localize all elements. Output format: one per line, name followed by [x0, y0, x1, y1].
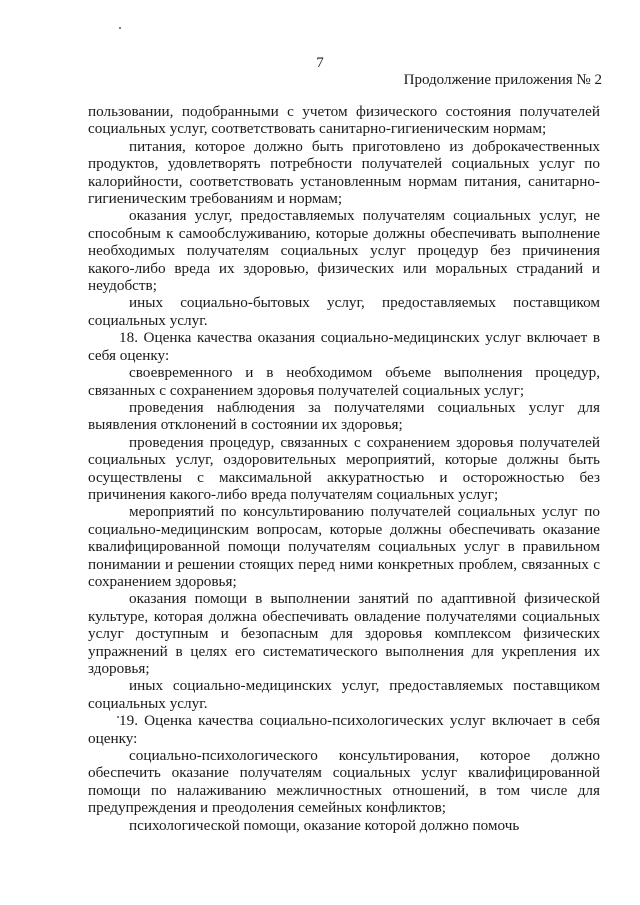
paragraph: пользовании, подобранными с учетом физического состояния получателей социальных услуг, соответствовать санитарно-гигиеническим нормам;	[88, 103, 600, 138]
paragraph: питания, которое должно быть приготовлено из доброкачественных продуктов, удовлетворять потребности получателей социальных услуг по калорийности, соответствовать установленным нормам питания, санитарно-гигиеническим требованиям и нормам;	[88, 137, 600, 208]
paragraph: социально-психологического консультирования, которое должно обеспечить оказание получателям социальных услуг квалифицированной помощи по налаживанию межличностных отношений, в том числе для предупреждения и преодоления семейных конфликтов;	[88, 747, 600, 817]
paragraph: оказания услуг, предоставляемых получателям социальных услуг, не способным к самообслуживанию, которые должны обеспечивать выполнение необходимых получателям социальных услуг процедур без причинения какого-либо вреда их здоровью, физических или моральных страданий и неудобств;	[88, 207, 600, 295]
paragraph: мероприятий по консультированию получателей социальных услуг по социально-медицинским вопросам, которые должны обеспечивать оказание квалифицированной помощи получателям социальных услуг в правильном понимании и решении стоящих перед ними конкретных проблем, связанных с сохранением здоровья;	[88, 503, 600, 590]
paragraph: оказания помощи в выполнении занятий по адаптивной физической культуре, которая должна обеспечивать овладение получателями социальных услуг доступным и безопасным для здоровья комплексом физических упражнений в целях его систематического выполнения для укрепления их здоровья;	[88, 590, 600, 677]
paragraph: иных социально-бытовых услуг, предоставляемых поставщиком социальных услуг.	[88, 294, 600, 329]
appendix-continuation-note: Продолжение приложения № 2	[403, 72, 602, 88]
document-body	[88, 103, 600, 834]
paragraph: психологической помощи, оказание которой должно помочь	[129, 816, 520, 834]
section-paragraph: 18. Оценка качества оказания социально-медицинских услуг включает в себя оценку:	[88, 329, 600, 364]
scan-speck	[119, 27, 121, 29]
paragraph: проведения процедур, связанных с сохранением здоровья получателей социальных услуг, оздоровительных мероприятий, которые должны быть осуществлены с максимальной аккуратностью и осторожностью без причинения какого-либо вреда получателям социальных услуг;	[88, 433, 600, 503]
paragraph: проведения наблюдения за получателями социальных услуг для выявления отклонений в состоянии их здоровья;	[88, 398, 600, 434]
paragraph: своевременного и в необходимом объеме выполнения процедур, связанных с сохранением здоровья получателей социальных услуг;	[88, 364, 600, 399]
paragraph: иных социально-медицинских услуг, предоставляемых поставщиком социальных услуг.	[88, 677, 600, 712]
page-number: 7	[316, 55, 324, 71]
section-paragraph: 19. Оценка качества социально-психологических услуг включает в себя оценку:	[88, 712, 600, 747]
